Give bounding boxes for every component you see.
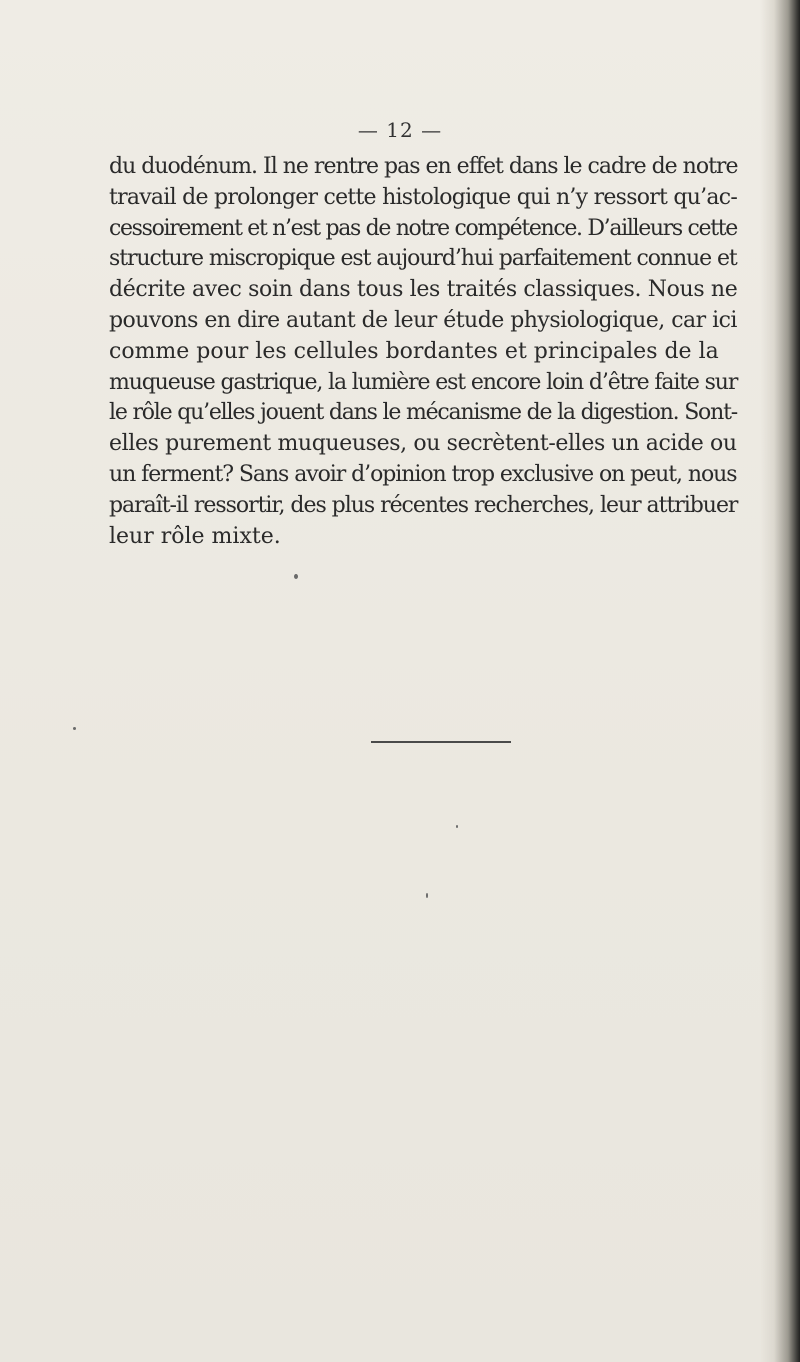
- text-line: structure miscropique est aujourd’hui parfaitement connue et: [109, 246, 737, 272]
- page-number: — 12 —: [357, 118, 443, 142]
- text-line: du duodénum. Il ne rentre pas en effet dans le cadre de notre: [109, 154, 738, 179]
- ink-speck: [426, 893, 428, 898]
- text-line: travail de prolonger cette histologique qui n’y ressort qu’ac-: [109, 184, 738, 210]
- text-line: comme pour les cellules bordantes et principales de la: [109, 338, 719, 364]
- text-line: leur rôle mixte.: [109, 523, 281, 549]
- text-line: elles purement muqueuses, ou secrètent-elles un acide ou: [109, 431, 737, 457]
- text-line: muqueuse gastrique, la lumière est encore loin d’être faite sur: [109, 369, 738, 395]
- text-line: pouvons en dire autant de leur étude physiologique, car ici: [109, 307, 737, 333]
- body-paragraph: [109, 152, 737, 552]
- text-line: paraît-il ressortir, des plus récentes recherches, leur attribuer: [109, 492, 738, 518]
- ink-speck: [73, 727, 76, 730]
- text-line: un ferment? Sans avoir d’opinion trop exclusive on peut, nous: [109, 461, 737, 487]
- text-line: décrite avec soin dans tous les traités classiques. Nous ne: [109, 277, 738, 303]
- ink-speck: [294, 574, 298, 579]
- text-line: cessoirement et n’est pas de notre compétence. D’ailleurs cette: [109, 215, 737, 241]
- text-line: le rôle qu’elles jouent dans le mécanisme de la digestion. Sont-: [109, 400, 737, 426]
- ink-speck: [456, 825, 458, 828]
- page-binding-edge: [760, 0, 800, 1362]
- section-divider-rule: [371, 741, 511, 743]
